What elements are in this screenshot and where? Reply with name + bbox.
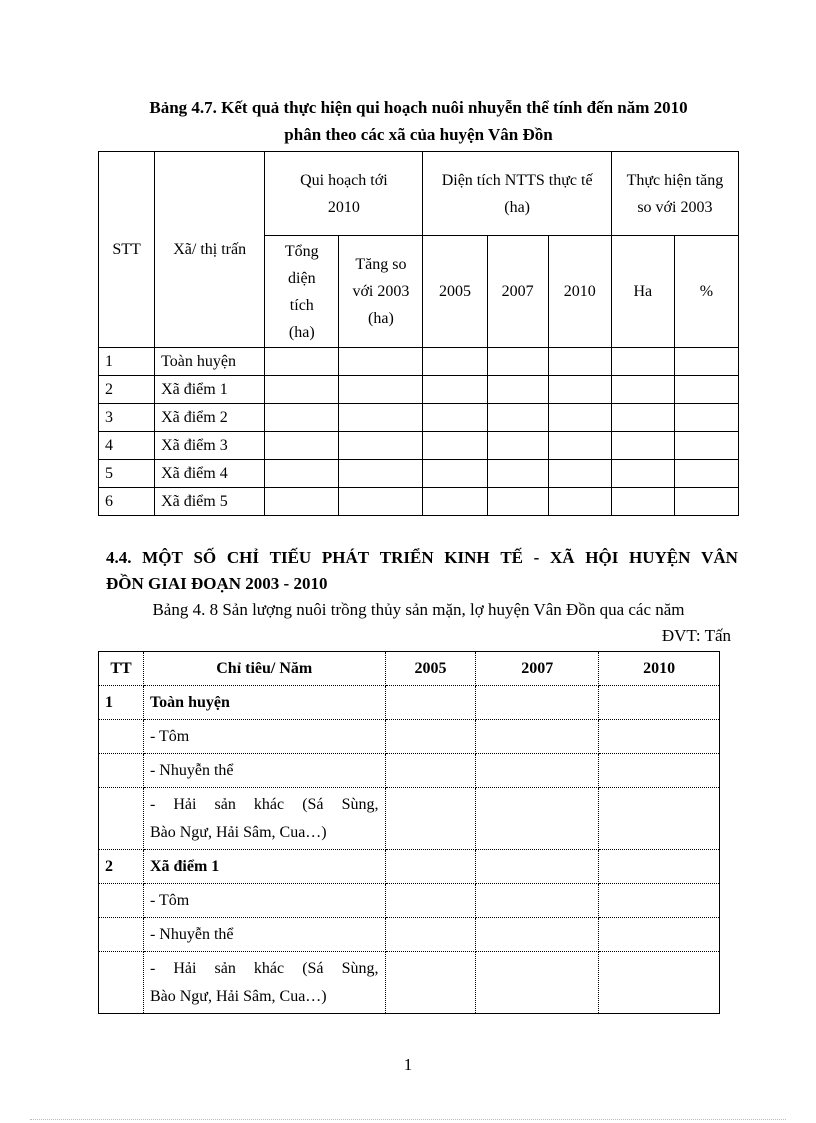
row-other-line1: - Hải sản khác (Sá Sùng,: [149, 795, 379, 813]
row-tt: 2: [99, 850, 144, 884]
header-2007: 2007: [476, 652, 599, 686]
heading-word: SỐ: [193, 548, 217, 567]
page-number: 1: [403, 1055, 413, 1074]
row-name: Xã điểm 1: [155, 376, 265, 404]
empty-cell: [99, 952, 144, 1014]
empty-cell: [265, 488, 339, 516]
empty-cell: [423, 488, 487, 516]
empty-cell: [99, 720, 144, 754]
empty-cell: [476, 884, 599, 918]
table-4-8: [98, 651, 720, 1014]
empty-cell: [339, 404, 423, 432]
heading-word: TIẾU: [269, 548, 312, 567]
empty-cell: [99, 884, 144, 918]
heading-word: -: [533, 548, 540, 567]
heading-word: CHỈ: [226, 548, 259, 567]
heading-word: MỘT: [142, 548, 183, 567]
empty-cell: [476, 850, 599, 884]
empty-cell: [423, 460, 487, 488]
empty-cell: [385, 754, 476, 788]
empty-cell: [674, 404, 738, 432]
empty-cell: [476, 720, 599, 754]
empty-cell: [476, 952, 599, 1014]
table-row: [99, 404, 739, 432]
table-row: [99, 720, 720, 754]
heading-word: 4.4.: [106, 548, 132, 567]
empty-cell: [548, 376, 611, 404]
empty-cell: [674, 348, 738, 376]
empty-cell: [487, 348, 548, 376]
empty-cell: [385, 720, 476, 754]
table-row: [99, 952, 720, 1014]
header-xa-thi-tran: Xã/ thị trấn: [155, 152, 265, 348]
heading-word: XÃ: [550, 548, 575, 567]
table-row: [99, 788, 720, 850]
row-item: - Nhuyễn thể: [143, 918, 385, 952]
heading-word: TẾ: [500, 548, 523, 567]
empty-cell: [487, 460, 548, 488]
table1-caption-line1: Bảng 4.7. Kết quả thực hiện qui hoạch nuôi nhuyễn thể tính đến năm 2010: [149, 98, 688, 117]
table-row: [99, 850, 720, 884]
empty-cell: [385, 884, 476, 918]
table-row: [99, 376, 739, 404]
table2-unit: ĐVT: Tấn: [661, 626, 731, 645]
empty-cell: [611, 404, 674, 432]
empty-cell: [599, 788, 720, 850]
empty-cell: [599, 754, 720, 788]
empty-cell: [99, 918, 144, 952]
empty-cell: [385, 686, 476, 720]
empty-cell: [599, 720, 720, 754]
row-item: - Tôm: [143, 884, 385, 918]
heading-word: KINH: [444, 548, 490, 567]
empty-cell: [339, 488, 423, 516]
empty-cell: [339, 432, 423, 460]
header-ha: Ha: [611, 236, 674, 348]
row-stt: 2: [99, 376, 155, 404]
empty-cell: [548, 404, 611, 432]
heading-word: HUYỆN: [628, 548, 691, 567]
empty-cell: [611, 460, 674, 488]
row-tt: 1: [99, 686, 144, 720]
row-group-name: Toàn huyện: [143, 686, 385, 720]
empty-cell: [674, 488, 738, 516]
table-4-7: [98, 151, 739, 516]
header-2010: 2010: [548, 236, 611, 348]
table-row: [99, 488, 739, 516]
row-name: Xã điểm 4: [155, 460, 265, 488]
empty-cell: [611, 432, 674, 460]
empty-cell: [265, 404, 339, 432]
header-percent: %: [674, 236, 738, 348]
empty-cell: [548, 432, 611, 460]
empty-cell: [99, 788, 144, 850]
header-tang-so: Tăng so với 2003 (ha): [339, 236, 423, 348]
empty-cell: [265, 348, 339, 376]
empty-cell: [611, 348, 674, 376]
row-other-line2: Bào Ngư, Hải Sâm, Cua…): [149, 823, 327, 841]
row-name: Xã điểm 2: [155, 404, 265, 432]
header-2005: 2005: [423, 236, 487, 348]
table1-caption-line2: phân theo các xã của huyện Vân Đồn: [284, 125, 553, 144]
header-stt: STT: [99, 152, 155, 348]
empty-cell: [599, 686, 720, 720]
table-row: [99, 432, 739, 460]
empty-cell: [423, 432, 487, 460]
empty-cell: [599, 850, 720, 884]
empty-cell: [385, 952, 476, 1014]
empty-cell: [599, 952, 720, 1014]
empty-cell: [339, 348, 423, 376]
row-stt: 1: [99, 348, 155, 376]
row-name: Toàn huyện: [155, 348, 265, 376]
table-row: [99, 884, 720, 918]
empty-cell: [487, 488, 548, 516]
empty-cell: [99, 754, 144, 788]
empty-cell: [423, 376, 487, 404]
empty-cell: [611, 376, 674, 404]
empty-cell: [265, 460, 339, 488]
heading-word: TRIỂN: [379, 548, 434, 567]
empty-cell: [674, 376, 738, 404]
empty-cell: [487, 432, 548, 460]
table2-caption: Bảng 4. 8 Sản lượng nuôi trồng thủy sản mặn, lợ huyện Vân Đồn qua các năm: [152, 600, 685, 619]
empty-cell: [385, 918, 476, 952]
empty-cell: [487, 376, 548, 404]
heading-word: HỘI: [585, 548, 619, 567]
row-stt: 4: [99, 432, 155, 460]
table-row: [99, 460, 739, 488]
row-name: Xã điểm 3: [155, 432, 265, 460]
heading-word: VÂN: [701, 548, 738, 567]
empty-cell: [599, 918, 720, 952]
empty-cell: [674, 460, 738, 488]
table-row: [99, 348, 739, 376]
row-other-seafood: [143, 952, 385, 1014]
empty-cell: [385, 850, 476, 884]
row-item: - Nhuyễn thể: [143, 754, 385, 788]
row-other-seafood: [143, 788, 385, 850]
header-2005: 2005: [385, 652, 476, 686]
header-tt: TT: [99, 652, 144, 686]
empty-cell: [476, 918, 599, 952]
table-row: [99, 686, 720, 720]
empty-cell: [674, 432, 738, 460]
empty-cell: [476, 686, 599, 720]
header-2007: 2007: [487, 236, 548, 348]
empty-cell: [548, 348, 611, 376]
table1-caption: [98, 94, 739, 148]
header-2010: 2010: [599, 652, 720, 686]
header-tong-dien-tich: Tổng diện tích (ha): [265, 236, 339, 348]
row-other-line2: Bào Ngư, Hải Sâm, Cua…): [149, 987, 327, 1005]
page-bottom-border: [30, 1119, 786, 1120]
empty-cell: [339, 460, 423, 488]
section-heading-line1: [106, 545, 738, 571]
row-name: Xã điểm 5: [155, 488, 265, 516]
empty-cell: [548, 460, 611, 488]
empty-cell: [487, 404, 548, 432]
empty-cell: [265, 432, 339, 460]
heading-word: PHÁT: [321, 548, 370, 567]
empty-cell: [599, 884, 720, 918]
empty-cell: [423, 348, 487, 376]
empty-cell: [476, 754, 599, 788]
row-other-line1: - Hải sản khác (Sá Sùng,: [149, 959, 379, 977]
section-heading-line2: ĐỒN GIAI ĐOẠN 2003 - 2010: [106, 574, 328, 593]
empty-cell: [476, 788, 599, 850]
header-thuc-hien: Thực hiện tăng so với 2003: [611, 152, 738, 236]
empty-cell: [265, 376, 339, 404]
table-row: [99, 918, 720, 952]
header-dien-tich: Diện tích NTTS thực tế (ha): [423, 152, 611, 236]
empty-cell: [548, 488, 611, 516]
table-row: [99, 754, 720, 788]
header-chi-tieu: Chỉ tiêu/ Năm: [143, 652, 385, 686]
row-stt: 5: [99, 460, 155, 488]
row-stt: 6: [99, 488, 155, 516]
row-item: - Tôm: [143, 720, 385, 754]
empty-cell: [385, 788, 476, 850]
header-qui-hoach: Qui hoạch tới 2010: [265, 152, 423, 236]
empty-cell: [339, 376, 423, 404]
empty-cell: [423, 404, 487, 432]
row-group-name: Xã điểm 1: [143, 850, 385, 884]
section-heading-4-4: [106, 545, 738, 597]
empty-cell: [611, 488, 674, 516]
row-stt: 3: [99, 404, 155, 432]
